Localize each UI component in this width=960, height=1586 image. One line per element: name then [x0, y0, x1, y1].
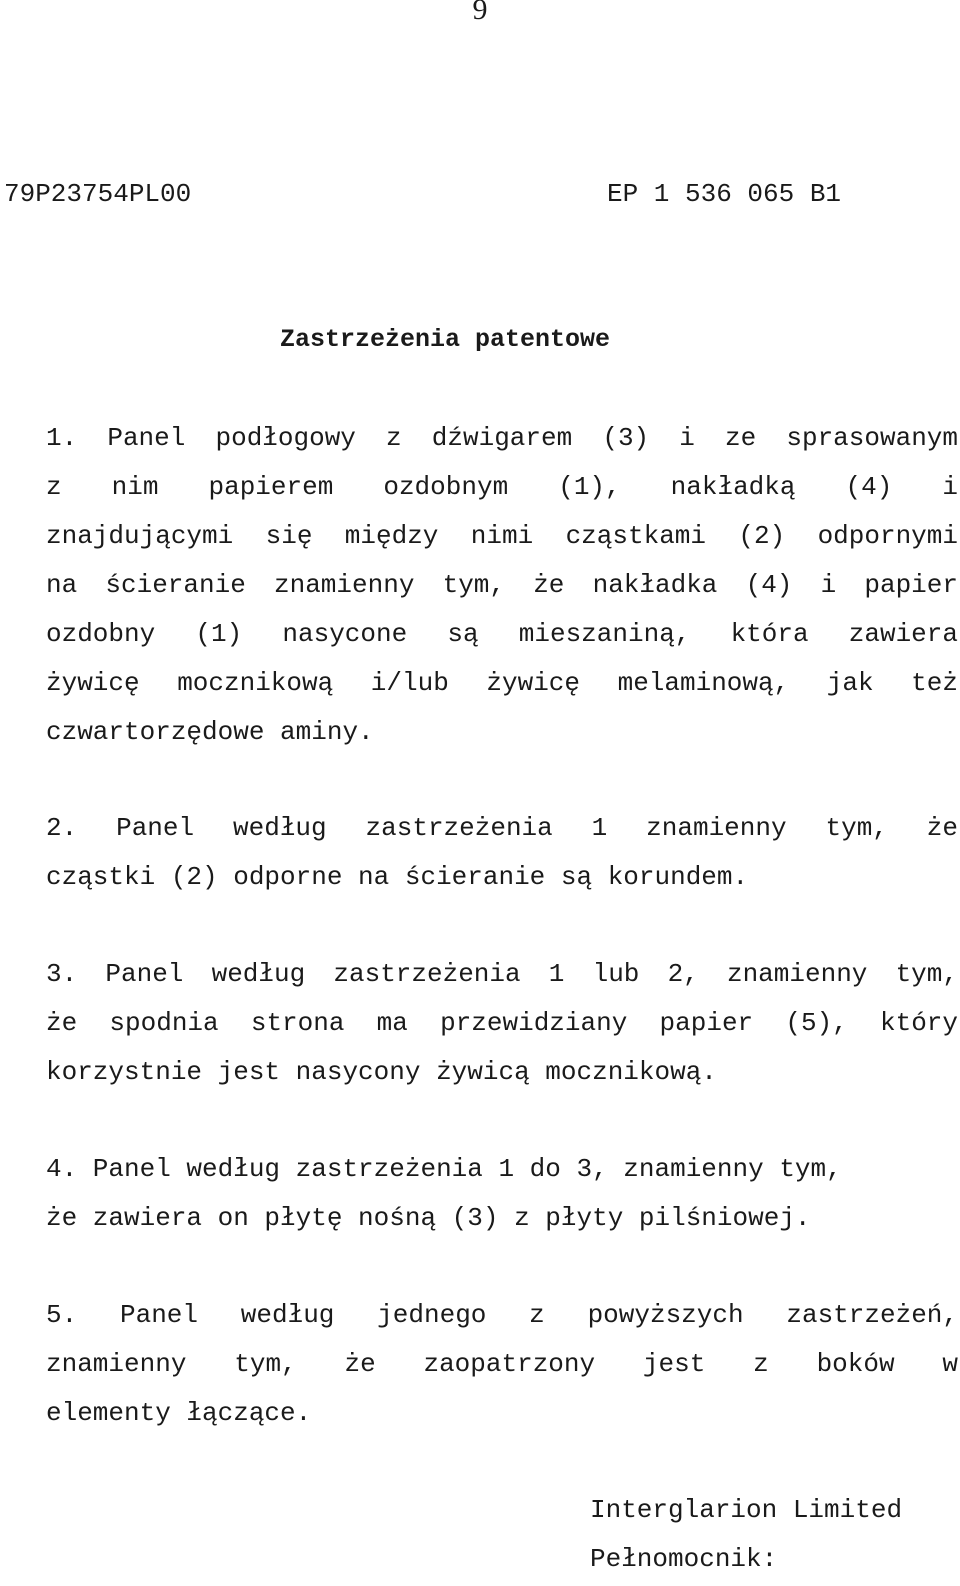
- claim-line: czwartorzędowe aminy.: [46, 717, 374, 747]
- claim-line: 4. Panel według zastrzeżenia 1 do 3, znamienny tym,: [46, 1154, 842, 1184]
- claim-3: [46, 950, 958, 1097]
- claim-4: [46, 1145, 958, 1243]
- claim-line: 1. Panel podłogowy z dźwigarem (3) i ze sprasowanym: [46, 423, 958, 453]
- claim-line: 5. Panel według jednego z powyższych zastrzeżeń,: [46, 1300, 958, 1330]
- claim-line: ozdobny (1) nasycone są mieszaniną, która zawiera: [46, 619, 958, 649]
- claim-line: że zawiera on płytę nośną (3) z płyty pilśniowej.: [46, 1203, 811, 1233]
- page-number: 9: [472, 0, 488, 26]
- claim-line: znajdującymi się między nimi cząstkami (2) odpornymi: [46, 521, 958, 551]
- claim-line: elementy łączące.: [46, 1398, 312, 1428]
- claim-line: 3. Panel według zastrzeżenia 1 lub 2, znamienny tym,: [46, 959, 958, 989]
- claim-line: 2. Panel według zastrzeżenia 1 znamienny tym, że: [46, 813, 958, 843]
- signature-block: [590, 1486, 902, 1584]
- claim-line: żywicę mocznikową i/lub żywicę melaminową, jak też: [46, 668, 958, 698]
- claim-1: [46, 414, 958, 757]
- claim-line: cząstki (2) odporne na ścieranie są korundem.: [46, 862, 749, 892]
- claim-line: korzystnie jest nasycony żywicą mocznikową.: [46, 1057, 717, 1087]
- patent-number: EP 1 536 065 B1: [607, 179, 842, 209]
- document-code: 79P23754PL00: [4, 179, 192, 209]
- attorney-label: Pełnomocnik:: [590, 1544, 778, 1574]
- claim-5: [46, 1291, 958, 1438]
- claim-line: że spodnia strona ma przewidziany papier (5), który: [46, 1008, 958, 1038]
- claim-line: znamienny tym, że zaopatrzony jest z boków w: [46, 1349, 958, 1379]
- section-title: Zastrzeżenia patentowe: [280, 325, 611, 354]
- claim-line: na ścieranie znamienny tym, że nakładka (4) i papier: [46, 570, 958, 600]
- claim-line: z nim papierem ozdobnym (1), nakładką (4) i: [46, 472, 958, 502]
- company-name: Interglarion Limited: [590, 1495, 903, 1525]
- claim-2: [46, 804, 958, 902]
